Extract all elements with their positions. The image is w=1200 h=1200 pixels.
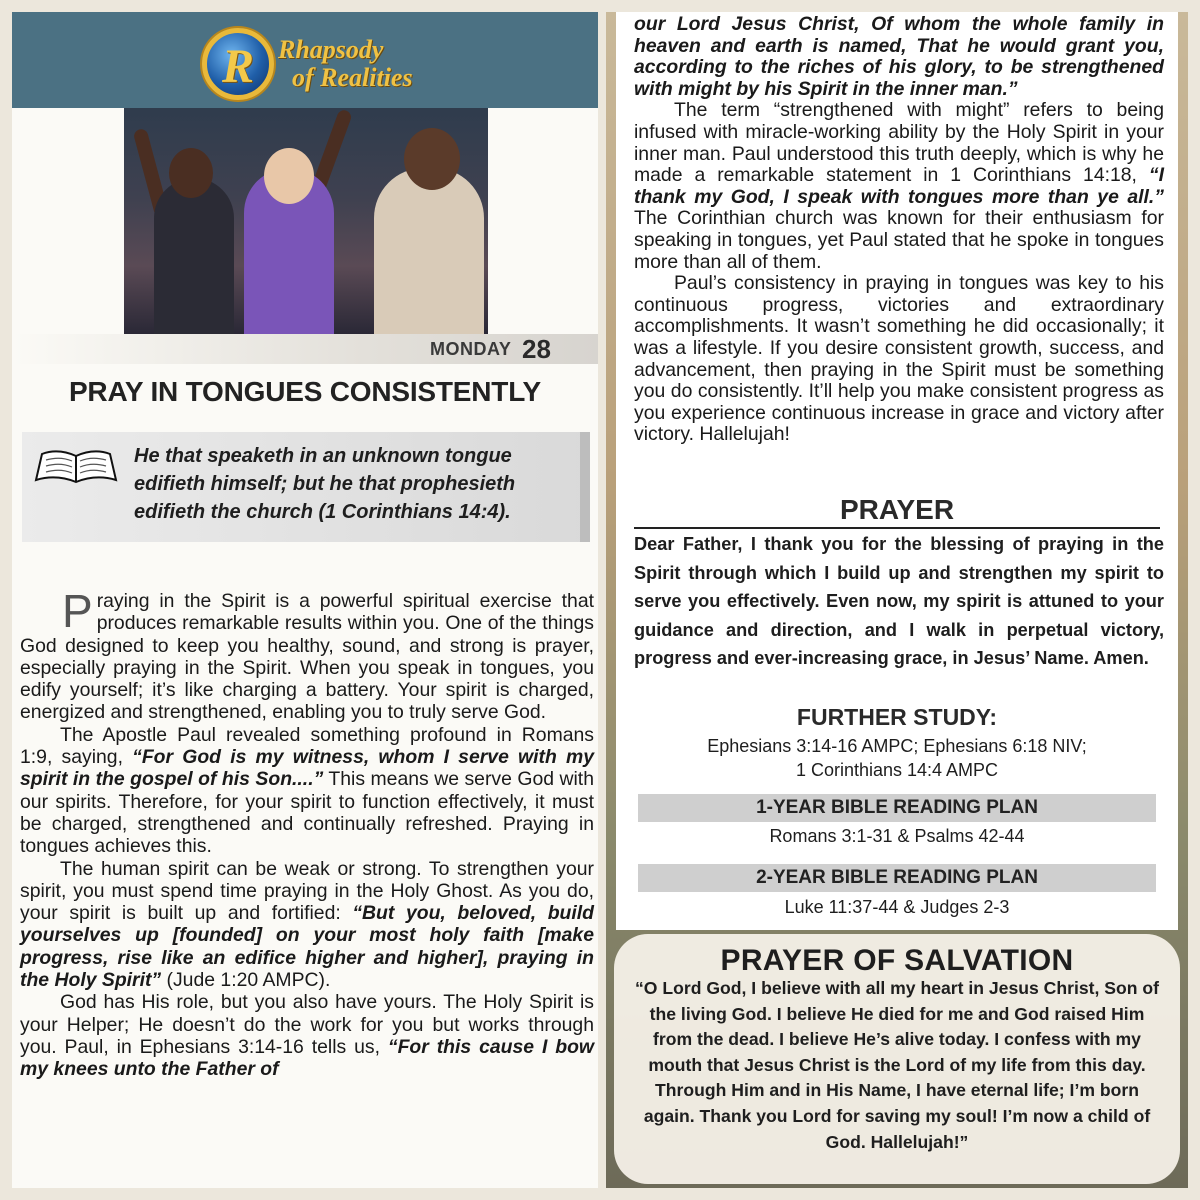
salvation-heading: PRAYER OF SALVATION — [720, 944, 1074, 977]
logo-letter: R — [221, 40, 254, 93]
body-paragraph — [20, 724, 594, 858]
scripture-quote: “For God is my witness, whom I serve with my spirit in the gospel of his Son....” — [20, 746, 595, 791]
photo-person-head — [264, 148, 314, 204]
right-content-panel — [616, 12, 1178, 930]
logo-line-1: Rhapsody — [278, 35, 384, 64]
prayer-of-salvation-box — [614, 934, 1180, 1184]
worship-photo — [124, 108, 488, 334]
theme-verse: He that speaketh in an unknown tongue edifieth himself; but he that prophesieth edifieth the church (1 Corinthians 14:4). — [134, 445, 516, 523]
one-year-plan-heading: 1-YEAR BIBLE READING PLAN — [638, 794, 1156, 822]
scripture-quote: “For this cause I bow my knees unto the Father of — [20, 1035, 594, 1081]
theme-verse-box — [22, 432, 590, 542]
left-page — [12, 12, 598, 1188]
photo-person — [154, 178, 234, 334]
logo-emblem — [202, 28, 274, 100]
body-text: The Apostle Paul revealed something profound in Romans 1:9, saying, — [20, 723, 594, 769]
scripture-quote: “But you, beloved, build yourselves up [founded] on your most holy faith [make progress, rise like an edifice higher and higher], praying in the Holy Spirit” — [20, 902, 594, 992]
body-text: raying in the Spirit is a powerful spiritual exercise that produces remarkable results within you. One of the things God designed to keep you healthy, sound, and strong is prayer, especially praying in the Spirit. When you speak in tongues, you edify yourself; it’s like charging a battery. Your spirit is charged, energized and strengthened, enabling you to truly serve God. — [20, 590, 594, 724]
photo-person — [374, 168, 484, 334]
further-study-line: Ephesians 3:14-16 AMPC; Ephesians 6:18 NIV; — [707, 736, 1087, 756]
prayer-divider — [634, 527, 1160, 529]
devotional-body-continued — [634, 14, 1164, 446]
body-paragraph — [20, 585, 594, 724]
rhapsody-logo — [202, 18, 432, 106]
photo-person-head — [169, 148, 213, 198]
salvation-text: “O Lord God, I believe with all my heart in Jesus Christ, Son of the living God. I believe He died for me and God raised Him from the dead. I believe He’s alive today. I confess with my mouth that Jesus Christ is the Lord of my life from this day. Through Him and in His Name, I have eternal life; I’m born again. Thank you Lord for saving my soul! I’m now a child of God. Hallelujah!” — [635, 978, 1159, 1152]
body-paragraph — [20, 858, 594, 992]
body-text: The term “strengthened with might” refers to being infused with miracle-working ability by the Holy Spirit in your inner man. Paul understood this truth deeply, which is why he made a remarkable statement in 1 Corinthians 14:18, — [634, 99, 1164, 187]
scripture-quote: our Lord Jesus Christ, Of whom the whole family in heaven and earth is named, That he would grant you, according to the riches of his glory, to be strengthened with might by his Spirit in the inner man.” — [634, 13, 1164, 100]
two-year-plan-text: Luke 11:37-44 & Judges 2-3 — [784, 897, 1010, 917]
photo-person-head — [404, 128, 460, 190]
body-text: The Corinthian church was known for their enthusiasm for speaking in tongues, yet Paul stated that he spoke in tongues more than all of them. — [634, 207, 1164, 273]
devotional-body — [20, 585, 595, 1081]
scripture-quote: “I thank my God, I speak with tongues more than ye all.” — [634, 164, 1164, 208]
further-study-refs — [616, 734, 1178, 782]
body-paragraph: Paul’s consistency in praying in tongues was key to his continuous progress, victories and extraordinary accomplishments. It wasn’t something he did occasionally; it was a lifestyle. If you desire consistent growth, success, and advancement, then praying in the Spirit must be something you do consistently. It’ll help you make consistent progress as you experience continuous increase in grace and victory after victory. Hallelujah! — [634, 272, 1164, 446]
one-year-plan-text: Romans 3:1-31 & Psalms 42-44 — [769, 826, 1025, 846]
prayer-text: Dear Father, I thank you for the blessing of praying in the Spirit through which I build up and strengthen my spirit to serve you effectively. Even now, my spirit is attuned to your guidance and direction, and I walk in perpetual victory, progress and ever-increasing grace, in Jesus’ Name. Amen. — [634, 534, 1164, 669]
body-text: This means we serve God with our spirits. Therefore, for your spirit to function effectively, it must be charged, strengthened and continually refreshed. Praying in tongues achieves this. — [20, 768, 594, 858]
verse-box-shade — [580, 432, 590, 542]
header-band — [12, 12, 598, 108]
logo-line-2: of Realities — [292, 63, 413, 92]
further-study-line: 1 Corinthians 14:4 AMPC — [795, 760, 999, 780]
body-paragraph — [634, 100, 1164, 273]
two-year-plan-heading: 2-YEAR BIBLE READING PLAN — [638, 864, 1156, 892]
body-paragraph — [20, 991, 594, 1080]
logo-wordmark — [278, 36, 438, 92]
devotional-title: PRAY IN TONGUES CONSISTENTLY — [68, 376, 542, 407]
body-text: God has His role, but you also have yours. The Holy Spirit is your Helper; He doesn’t do the work for you but works through you. Paul, in Ephesians 3:14-16 tells us, — [20, 991, 594, 1058]
date-bar — [12, 334, 598, 364]
body-text: The human spirit can be weak or strong. To strengthen your spirit, you must spend time praying in the Holy Ghost. As you do, your spirit is built up and fortified: — [20, 857, 594, 925]
body-text: (Jude 1:20 AMPC). — [161, 969, 331, 992]
further-study-heading: FURTHER STUDY: — [796, 704, 998, 730]
prayer-heading: PRAYER — [839, 494, 955, 525]
right-page — [606, 12, 1188, 1188]
drop-cap: P — [62, 585, 93, 637]
open-book-icon — [32, 446, 120, 486]
weekday: MONDAY — [430, 339, 512, 359]
day-number: 28 — [522, 334, 551, 364]
